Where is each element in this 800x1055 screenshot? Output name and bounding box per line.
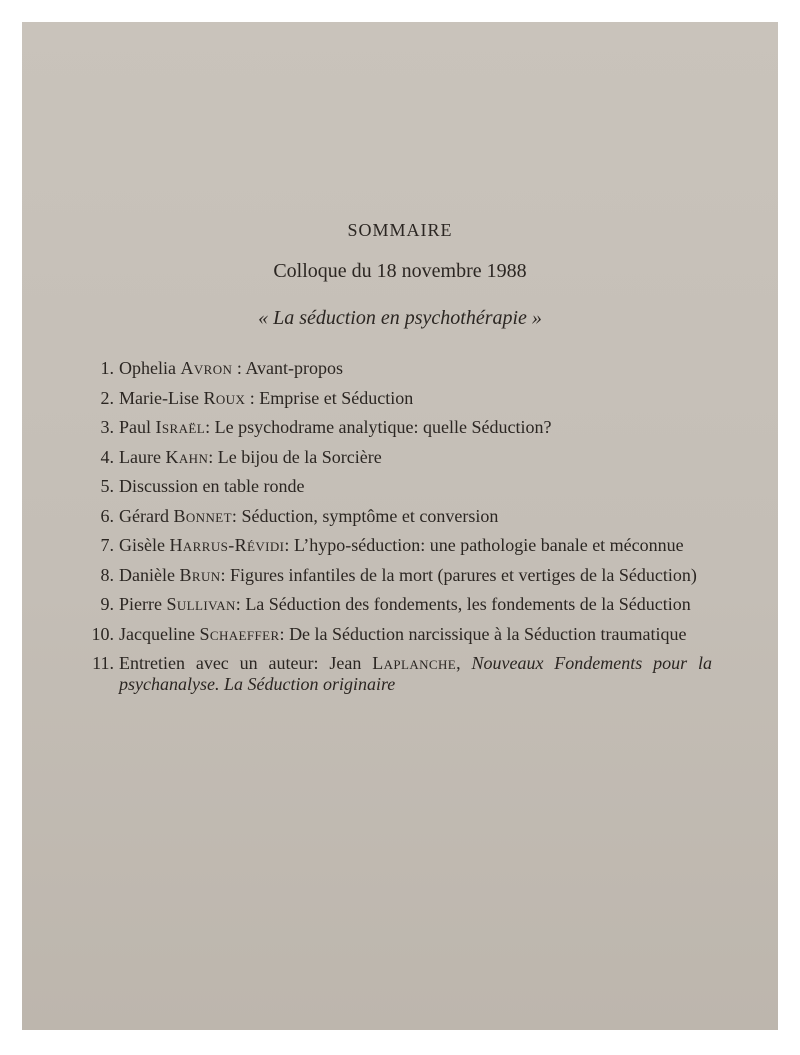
colloquium-subtitle: Colloque du 18 novembre 1988 xyxy=(273,260,527,282)
author-first-name: Gérard xyxy=(119,505,174,526)
entry-number: 3. xyxy=(100,417,114,437)
entry-body xyxy=(119,653,712,695)
author-first-name: Gisèle xyxy=(119,535,170,555)
author-last-name: Israël xyxy=(155,417,206,437)
entry-body xyxy=(119,388,712,409)
toc-entry-1 xyxy=(80,358,712,379)
toc-entry-3 xyxy=(80,417,712,438)
entry-body xyxy=(119,565,712,586)
toc-entry-5 xyxy=(80,476,712,497)
author-first-name: Laure xyxy=(119,446,166,467)
entry-separator: : xyxy=(232,358,246,378)
entry-number: 8. xyxy=(100,564,114,585)
author-last-name: Roux xyxy=(203,387,246,408)
author-last-name: Brun xyxy=(179,564,221,585)
page-title: SOMMAIRE xyxy=(347,220,453,240)
author-last-name: Schaeffer xyxy=(199,623,280,644)
entry-title: Séduction, symptôme et conversion xyxy=(241,505,499,526)
entry-number: 11. xyxy=(92,653,114,673)
entry-title: L’hypo-séduction: une pathologie banale et méconnue xyxy=(293,535,684,555)
entry-separator: : xyxy=(279,623,290,644)
author-last-name: Avron xyxy=(180,358,233,378)
entry-separator: : xyxy=(284,535,294,555)
toc-entry-4 xyxy=(80,447,712,468)
author-last-name: Bonnet xyxy=(173,505,232,526)
entry-number: 6. xyxy=(100,505,114,526)
entry-title: De la Séduction narcissique à la Séduction traumatique xyxy=(289,623,687,644)
toc-entry-9 xyxy=(80,594,712,615)
entry-number: 2. xyxy=(100,387,114,408)
entry-title: Emprise et Séduction xyxy=(259,387,414,408)
table-of-contents xyxy=(80,358,712,704)
entry-number: 4. xyxy=(100,446,114,467)
entry-body xyxy=(119,447,712,468)
entry-separator: , xyxy=(456,653,472,673)
toc-entry-10 xyxy=(80,624,712,645)
author-first-name: Jacqueline xyxy=(119,623,200,644)
author-first-name: Pierre xyxy=(119,594,167,614)
toc-entry-11 xyxy=(80,653,712,695)
entry-number: 5. xyxy=(100,476,114,496)
colloquium-theme: « La séduction en psychothérapie » xyxy=(258,307,542,329)
entry-body xyxy=(119,594,712,615)
toc-entry-6 xyxy=(80,506,712,527)
entry-separator: : xyxy=(208,446,218,467)
entry-number: 7. xyxy=(100,535,114,555)
entry-title: Le bijou de la Sorcière xyxy=(217,446,382,467)
entry-lead: Entretien avec un auteur: xyxy=(119,653,330,673)
entry-separator: : xyxy=(245,387,260,408)
author-first-name: Jean xyxy=(329,653,373,673)
entry-number: 9. xyxy=(100,594,114,614)
author-first-name: Paul xyxy=(119,417,156,437)
entry-title: Avant-propos xyxy=(245,358,343,378)
entry-body xyxy=(119,506,712,527)
author-last-name: Laplanche xyxy=(372,653,457,673)
entry-separator: : xyxy=(220,564,231,585)
entry-number: 1. xyxy=(100,358,114,378)
toc-entry-8 xyxy=(80,565,712,586)
entry-separator: : xyxy=(231,505,242,526)
author-last-name: Kahn xyxy=(165,446,209,467)
toc-entry-2 xyxy=(80,388,712,409)
entry-title: Discussion en table ronde xyxy=(119,476,305,496)
document-page xyxy=(22,22,778,1030)
entry-title: Le psychodrame analytique: quelle Séduction? xyxy=(214,417,552,437)
author-first-name: Ophelia xyxy=(119,358,181,378)
entry-body xyxy=(119,417,712,438)
entry-body xyxy=(119,624,712,645)
entry-title: La Séduction des fondements, les fondements de la Séduction xyxy=(245,594,691,614)
entry-number: 10. xyxy=(91,623,114,644)
author-last-name: Harrus-Révidi xyxy=(169,535,285,555)
author-last-name: Sullivan xyxy=(166,594,236,614)
entry-separator: : xyxy=(235,594,246,614)
author-first-name: Danièle xyxy=(119,564,180,585)
entry-body xyxy=(119,476,712,497)
entry-body xyxy=(119,358,712,379)
toc-entry-7 xyxy=(80,535,712,556)
entry-separator: : xyxy=(205,417,215,437)
book-title: Nouveaux Fondements pour la psychanalyse. La Séduction originaire xyxy=(119,653,713,694)
author-first-name: Marie-Lise xyxy=(119,387,204,408)
entry-title: Figures infantiles de la mort (parures et vertiges de la Séduction) xyxy=(230,564,697,585)
entry-body xyxy=(119,535,712,556)
